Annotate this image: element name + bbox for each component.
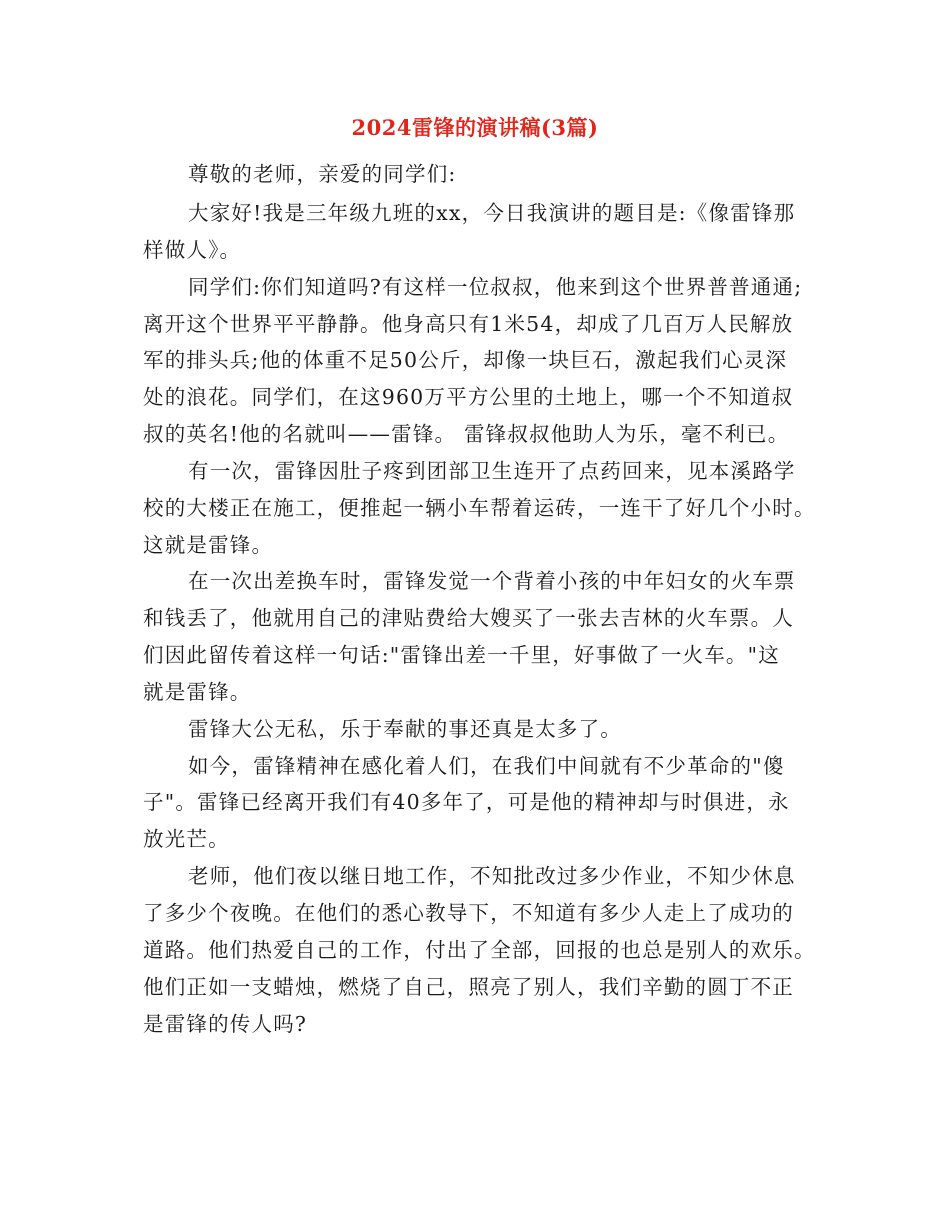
text-line-17: 如今，雷锋精神在感化着人们，在我们中间就有不少革命的"傻	[188, 754, 785, 778]
text-line-3: 样做人》。	[143, 238, 242, 262]
text-line-13: 和钱丢了，他就用自己的津贴费给大嫂买了一张去吉林的火车票。人	[143, 606, 794, 630]
text-line-10: 校的大楼正在施工，便推起一辆小车帮着运砖，一连干了好几个小时。	[143, 496, 816, 520]
text-line-24: 是雷锋的传人吗?	[143, 1012, 308, 1036]
text-line-23: 他们正如一支蜡烛，燃烧了自己，照亮了别人，我们辛勤的圆丁不正	[143, 975, 794, 999]
text-line-14: 们因此留传着这样一句话:"雷锋出差一千里，好事做了一火车。"这	[143, 643, 780, 667]
document-title: 2024雷锋的演讲稿(3篇)	[351, 115, 599, 140]
text-line-5: 离开这个世界平平静静。他身高只有1米54，却成了几百万人民解放	[143, 312, 794, 336]
text-line-18: 子"。雷锋已经离开我们有40多年了，可是他的精神却与时俱进，永	[143, 790, 790, 814]
text-line-9: 有一次，雷锋因肚子疼到团部卫生连开了点药回来，见本溪路学	[188, 459, 796, 483]
text-line-1: 尊敬的老师，亲爱的同学们:	[188, 162, 457, 186]
text-line-15: 就是雷锋。	[143, 680, 252, 704]
text-line-4: 同学们:你们知道吗?有这样一位叔叔，他来到这个世界普普通通;	[188, 275, 803, 299]
text-line-7: 处的浪花。同学们，在这960万平方公里的土地上，哪一个不知道叔	[143, 385, 794, 409]
text-line-22: 道路。他们热爱自己的工作，付出了全部，回报的也总是别人的欢乐。	[143, 938, 816, 962]
text-line-19: 放光芒。	[143, 827, 230, 851]
text-line-20: 老师，他们夜以继日地工作，不知批改过多少作业，不知少休息	[188, 864, 796, 888]
text-line-12: 在一次出差换车时，雷锋发觉一个背着小孩的中年妇女的火车票	[188, 569, 796, 593]
text-line-21: 了多少个夜晚。在他们的悉心教导下，不知道有多少人走上了成功的	[143, 901, 794, 925]
text-line-16: 雷锋大公无私，乐于奉献的事还真是太多了。	[188, 717, 622, 741]
text-line-8: 叔的英名!他的名就叫——雷锋。 雷锋叔叔他助人为乐，毫不利已。	[143, 422, 790, 446]
text-line-11: 这就是雷锋。	[143, 533, 274, 557]
text-line-2: 大家好!我是三年级九班的xx，今日我演讲的题目是:《像雷锋那	[188, 201, 796, 225]
text-line-6: 军的排头兵;他的体重不足50公斤，却像一块巨石，激起我们心灵深	[143, 348, 788, 372]
